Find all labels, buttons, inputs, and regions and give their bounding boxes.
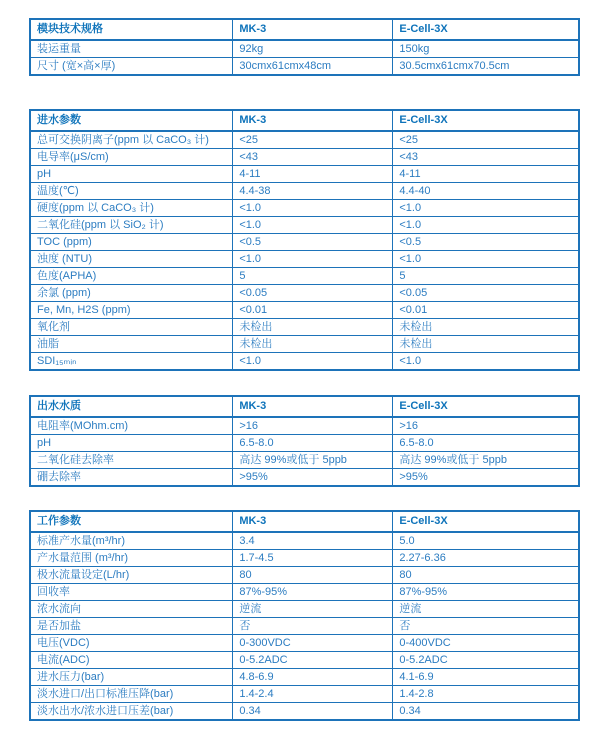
column-header-cell: E-Cell-3X xyxy=(393,19,579,40)
value-cell: 高达 99%或低于 5ppb xyxy=(393,452,579,469)
value-cell: 5 xyxy=(393,268,579,285)
parameter-label-cell: 淡水进口/出口标准压降(bar) xyxy=(30,686,233,703)
parameter-label-cell: pH xyxy=(30,435,233,452)
value-cell: 否 xyxy=(233,618,393,635)
value-cell: 4.8-6.9 xyxy=(233,669,393,686)
parameter-label-cell: 标准产水量(m³/hr) xyxy=(30,532,233,550)
table-row xyxy=(30,669,579,686)
table-row xyxy=(30,217,579,234)
operating-parameters-table xyxy=(29,510,580,721)
table-row xyxy=(30,353,579,371)
table-row xyxy=(30,652,579,669)
table-row xyxy=(30,268,579,285)
table-row xyxy=(30,40,579,58)
value-cell: 逆流 xyxy=(233,601,393,618)
feed-water-parameters-table xyxy=(29,109,580,371)
table-row xyxy=(30,469,579,487)
value-cell: 未检出 xyxy=(393,336,579,353)
table-row xyxy=(30,200,579,217)
column-header-cell: E-Cell-3X xyxy=(393,511,579,532)
parameter-label-cell: SDI₁₅ₘᵢₙ xyxy=(30,353,233,371)
value-cell: 4-11 xyxy=(393,166,579,183)
value-cell: 4.1-6.9 xyxy=(393,669,579,686)
parameter-label-cell: pH xyxy=(30,166,233,183)
value-cell: <1.0 xyxy=(393,217,579,234)
value-cell: <1.0 xyxy=(233,353,393,371)
value-cell: <0.01 xyxy=(393,302,579,319)
table-row xyxy=(30,550,579,567)
value-cell: 1.7-4.5 xyxy=(233,550,393,567)
parameter-label-cell: Fe, Mn, H2S (ppm) xyxy=(30,302,233,319)
table-row xyxy=(30,149,579,166)
parameter-label-cell: 极水流量设定(L/hr) xyxy=(30,567,233,584)
parameter-label-cell: 回收率 xyxy=(30,584,233,601)
value-cell: <0.05 xyxy=(233,285,393,302)
parameter-label-cell: 电流(ADC) xyxy=(30,652,233,669)
value-cell: 0-5.2ADC xyxy=(393,652,579,669)
parameter-label-cell: 温度(℃) xyxy=(30,183,233,200)
parameter-label-cell: 浓水流向 xyxy=(30,601,233,618)
table-row xyxy=(30,703,579,721)
value-cell: <25 xyxy=(233,131,393,149)
table-row xyxy=(30,285,579,302)
parameter-label-cell: 进水压力(bar) xyxy=(30,669,233,686)
value-cell: 4-11 xyxy=(233,166,393,183)
value-cell: 0.34 xyxy=(393,703,579,721)
parameter-label-cell: 色度(APHA) xyxy=(30,268,233,285)
table-row xyxy=(30,336,579,353)
value-cell: <1.0 xyxy=(233,217,393,234)
value-cell: 87%-95% xyxy=(393,584,579,601)
table-row xyxy=(30,618,579,635)
table-header-row xyxy=(30,511,579,532)
value-cell: >16 xyxy=(393,417,579,435)
value-cell: 6.5-8.0 xyxy=(233,435,393,452)
value-cell: 4.4-40 xyxy=(393,183,579,200)
value-cell: 否 xyxy=(393,618,579,635)
parameter-label-cell: 淡水出水/浓水进口压差(bar) xyxy=(30,703,233,721)
column-header-cell: E-Cell-3X xyxy=(393,110,579,131)
value-cell: 150kg xyxy=(393,40,579,58)
parameter-label-cell: 硼去除率 xyxy=(30,469,233,487)
column-header-cell: MK-3 xyxy=(233,511,393,532)
value-cell: 未检出 xyxy=(233,319,393,336)
table-row xyxy=(30,251,579,268)
value-cell: <43 xyxy=(233,149,393,166)
value-cell: 3.4 xyxy=(233,532,393,550)
table-row xyxy=(30,183,579,200)
table-title-cell: 出水水质 xyxy=(30,396,233,417)
table-header-row xyxy=(30,396,579,417)
column-header-cell: E-Cell-3X xyxy=(393,396,579,417)
value-cell: <1.0 xyxy=(393,353,579,371)
table-header-row xyxy=(30,19,579,40)
parameter-label-cell: 余氯 (ppm) xyxy=(30,285,233,302)
table-title-cell: 模块技术规格 xyxy=(30,19,233,40)
table-row xyxy=(30,234,579,251)
value-cell: 80 xyxy=(393,567,579,584)
value-cell: 0.34 xyxy=(233,703,393,721)
parameter-label-cell: 电导率(μS/cm) xyxy=(30,149,233,166)
value-cell: 5 xyxy=(233,268,393,285)
value-cell: <25 xyxy=(393,131,579,149)
value-cell: 0-300VDC xyxy=(233,635,393,652)
value-cell: 30.5cmx61cmx70.5cm xyxy=(393,58,579,76)
table-row xyxy=(30,131,579,149)
parameter-label-cell: 总可交换阴离子(ppm 以 CaCO₃ 计) xyxy=(30,131,233,149)
parameter-label-cell: 产水量范围 (m³/hr) xyxy=(30,550,233,567)
value-cell: 0-400VDC xyxy=(393,635,579,652)
table-row xyxy=(30,417,579,435)
parameter-label-cell: 浊度 (NTU) xyxy=(30,251,233,268)
table-row xyxy=(30,58,579,76)
value-cell: 6.5-8.0 xyxy=(393,435,579,452)
parameter-label-cell: 尺寸 (宽×高×厚) xyxy=(30,58,233,76)
table-row xyxy=(30,635,579,652)
value-cell: >16 xyxy=(233,417,393,435)
parameter-label-cell: 硬度(ppm 以 CaCO₃ 计) xyxy=(30,200,233,217)
value-cell: <0.5 xyxy=(233,234,393,251)
table-row xyxy=(30,584,579,601)
table-row xyxy=(30,601,579,618)
table-header-row xyxy=(30,110,579,131)
table-title-cell: 进水参数 xyxy=(30,110,233,131)
table-row xyxy=(30,435,579,452)
value-cell: >95% xyxy=(393,469,579,487)
column-header-cell: MK-3 xyxy=(233,19,393,40)
table-row xyxy=(30,319,579,336)
value-cell: <0.05 xyxy=(393,285,579,302)
parameter-label-cell: 电压(VDC) xyxy=(30,635,233,652)
parameter-label-cell: 装运重量 xyxy=(30,40,233,58)
value-cell: 80 xyxy=(233,567,393,584)
value-cell: 0-5.2ADC xyxy=(233,652,393,669)
value-cell: 1.4-2.4 xyxy=(233,686,393,703)
parameter-label-cell: 二氧化硅(ppm 以 SiO₂ 计) xyxy=(30,217,233,234)
parameter-label-cell: 电阻率(MOhm.cm) xyxy=(30,417,233,435)
value-cell: 30cmx61cmx48cm xyxy=(233,58,393,76)
value-cell: <1.0 xyxy=(233,200,393,217)
value-cell: >95% xyxy=(233,469,393,487)
table-row xyxy=(30,686,579,703)
value-cell: <1.0 xyxy=(393,251,579,268)
value-cell: 2.27-6.36 xyxy=(393,550,579,567)
column-header-cell: MK-3 xyxy=(233,110,393,131)
parameter-label-cell: TOC (ppm) xyxy=(30,234,233,251)
value-cell: <0.5 xyxy=(393,234,579,251)
module-technical-specs-table xyxy=(29,18,580,76)
value-cell: <1.0 xyxy=(233,251,393,268)
value-cell: 高达 99%或低于 5ppb xyxy=(233,452,393,469)
value-cell: <0.01 xyxy=(233,302,393,319)
value-cell: 1.4-2.8 xyxy=(393,686,579,703)
value-cell: <1.0 xyxy=(393,200,579,217)
value-cell: 未检出 xyxy=(233,336,393,353)
spec-tables-container xyxy=(29,18,580,721)
table-row xyxy=(30,302,579,319)
table-row xyxy=(30,532,579,550)
table-row xyxy=(30,166,579,183)
value-cell: <43 xyxy=(393,149,579,166)
value-cell: 逆流 xyxy=(393,601,579,618)
column-header-cell: MK-3 xyxy=(233,396,393,417)
table-row xyxy=(30,452,579,469)
parameter-label-cell: 油脂 xyxy=(30,336,233,353)
value-cell: 87%-95% xyxy=(233,584,393,601)
parameter-label-cell: 二氧化硅去除率 xyxy=(30,452,233,469)
parameter-label-cell: 是否加盐 xyxy=(30,618,233,635)
value-cell: 5.0 xyxy=(393,532,579,550)
value-cell: 4.4-38 xyxy=(233,183,393,200)
value-cell: 92kg xyxy=(233,40,393,58)
value-cell: 未检出 xyxy=(393,319,579,336)
table-row xyxy=(30,567,579,584)
parameter-label-cell: 氧化剂 xyxy=(30,319,233,336)
product-water-quality-table xyxy=(29,395,580,487)
table-title-cell: 工作参数 xyxy=(30,511,233,532)
